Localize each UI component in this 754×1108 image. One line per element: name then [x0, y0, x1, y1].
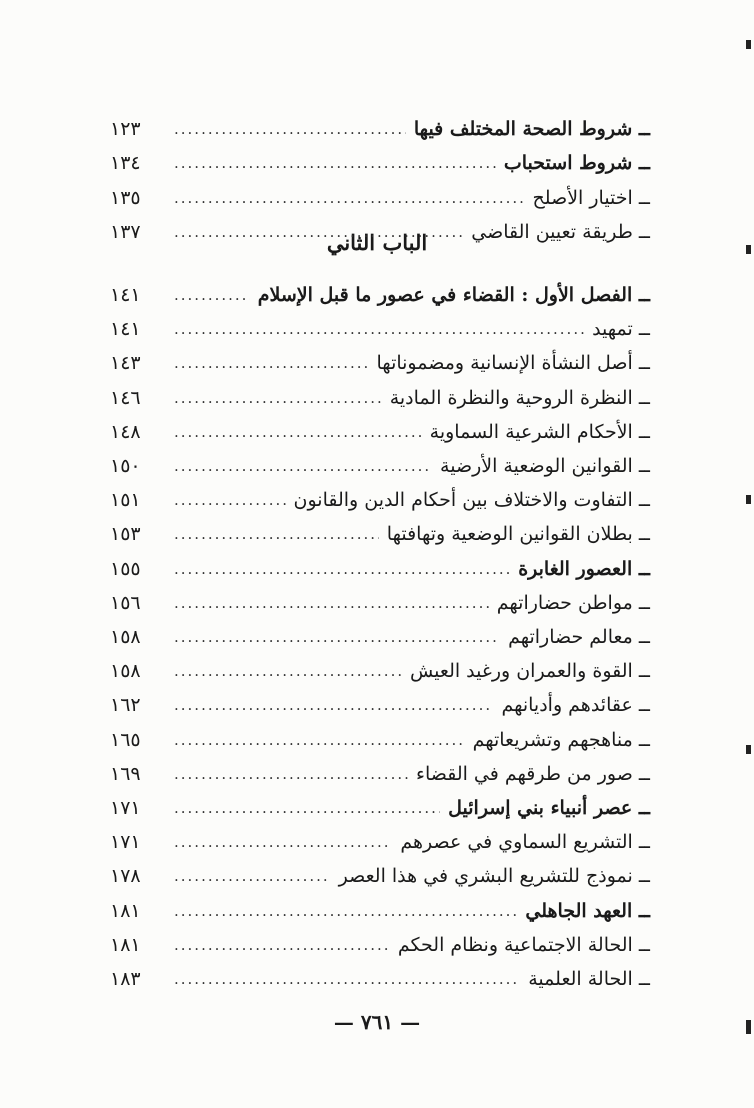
dot-leader — [174, 799, 440, 817]
dot-leader — [174, 731, 465, 749]
toc-entry-title: ــ معالم حضاراتهم — [508, 626, 650, 648]
toc-entry-page: ١٣٧ — [110, 220, 141, 243]
toc-entry-title: ــ الحالة العلمية — [528, 968, 650, 990]
toc-entry-title: ــ القوة والعمران ورغيد العيش — [409, 660, 650, 683]
toc-entry — [110, 451, 650, 481]
toc-entry — [110, 519, 650, 549]
toc-entry — [110, 485, 650, 515]
toc-entry-title: ــ صور من طرقهم في القضاء — [416, 762, 650, 785]
dot-leader — [174, 594, 489, 612]
toc-entry — [110, 964, 650, 994]
toc-entry-title: ــ اختيار الأصلح — [532, 186, 650, 209]
dot-leader — [174, 560, 510, 578]
toc-entry-page: ١٤٨ — [110, 420, 141, 443]
scan-edge-mark — [746, 40, 751, 49]
dot-leader — [174, 223, 463, 241]
toc-entry-page: ١٣٥ — [110, 186, 141, 209]
dot-leader — [174, 491, 286, 509]
toc-entry-title: ــ الفصل الأول : القضاء في عصور ما قبل الإسلام — [257, 284, 650, 306]
toc-entry — [110, 148, 650, 178]
toc-entry-page: ١٥١ — [110, 489, 141, 512]
toc-entry-page: ١٤٣ — [110, 352, 141, 375]
toc-entry-title: ــ التفاوت والاختلاف بين أحكام الدين والقانون — [293, 489, 650, 512]
dot-leader — [174, 154, 496, 172]
toc-entry-title: ــ مواطن حضاراتهم — [496, 591, 650, 614]
dot-leader — [174, 354, 369, 372]
toc-entry-title: ــ شروط استحباب — [503, 152, 650, 175]
dot-leader — [174, 423, 422, 441]
toc-entry — [110, 896, 650, 926]
toc-entry — [110, 383, 650, 413]
toc-entry-page: ١٤٦ — [110, 386, 141, 409]
toc-entry — [110, 930, 650, 960]
toc-entry-page: ١٧١ — [110, 797, 141, 819]
toc-entry-title: ــ النظرة الروحية والنظرة المادية — [389, 386, 650, 409]
toc-entry — [110, 314, 650, 344]
toc-entry-page: ١٦٩ — [110, 762, 141, 785]
toc-entry-page: ١٤١ — [110, 318, 141, 341]
toc-entry — [110, 759, 650, 789]
toc-entry-page: ١٨١ — [110, 933, 141, 956]
dot-leader — [174, 833, 392, 851]
toc-entry-title: ــ طريقة تعيين القاضي — [471, 220, 650, 243]
toc-entry-title: ــ التشريع السماوي في عصرهم — [400, 831, 650, 854]
dot-leader — [174, 662, 402, 680]
toc-entry — [110, 114, 650, 144]
dot-leader — [174, 389, 382, 407]
toc-entry-title: ــ القوانين الوضعية الأرضية — [440, 455, 650, 477]
toc-entry-title: ــ عقائدهم وأديانهم — [501, 694, 650, 717]
dot-leader — [174, 970, 520, 988]
toc-entry-title: ــ مناهجهم وتشريعاتهم — [472, 728, 650, 751]
toc-entry-page: ١٦٢ — [110, 694, 141, 717]
toc-entry-page: ١٥٦ — [110, 591, 141, 614]
toc-entry-title: ــ شروط الصحة المختلف فيها — [413, 118, 650, 140]
toc-entry-page: ١٧١ — [110, 831, 141, 854]
toc-entry — [110, 217, 650, 247]
scan-edge-mark — [746, 495, 751, 504]
toc-entry-title: ــ بطلان القوانين الوضعية وتهافتها — [386, 523, 650, 546]
toc-entry-page: ١٦٥ — [110, 728, 141, 751]
toc-entry-page: ١٥٣ — [110, 523, 141, 546]
dot-leader — [174, 120, 406, 138]
dot-leader — [174, 902, 517, 920]
scan-edge-mark — [746, 245, 751, 254]
dot-leader — [174, 628, 500, 646]
toc-entry — [110, 554, 650, 584]
toc-entry-title: ــ العصور الغابرة — [518, 557, 650, 580]
toc-entry — [110, 622, 650, 652]
dot-leader — [174, 867, 331, 885]
toc-entry — [110, 588, 650, 618]
dot-leader — [174, 189, 525, 207]
scan-edge-mark — [746, 1020, 751, 1034]
section-heading: الباب الثاني — [326, 230, 428, 255]
toc-entry — [110, 861, 650, 891]
toc-entry-title: ــ الحالة الاجتماعية ونظام الحكم — [397, 933, 650, 956]
toc-entry — [110, 183, 650, 213]
toc-entry-title: ــ العهد الجاهلي — [525, 899, 650, 922]
toc-entry — [110, 827, 650, 857]
toc-entry-page: ١٤١ — [110, 284, 141, 306]
toc-entry — [110, 417, 650, 447]
toc-entry-title: ــ الأحكام الشرعية السماوية — [429, 420, 650, 443]
dot-leader — [174, 936, 390, 954]
toc-entry — [110, 656, 650, 686]
toc-entry-page: ١٣٤ — [110, 152, 141, 175]
toc-entry — [110, 725, 650, 755]
toc-entry-title: ــ نموذج للتشريع البشري في هذا العصر — [338, 865, 650, 888]
toc-entry-page: ١٥٨ — [110, 660, 141, 683]
toc-entry-title: ــ عصر أنبياء بني إسرائيل — [448, 797, 650, 819]
toc-entry — [110, 280, 650, 310]
dot-leader — [174, 525, 379, 543]
toc-entry-page: ١٢٣ — [110, 118, 141, 140]
toc-entry — [110, 348, 650, 378]
toc-entry-page: ١٥٠ — [110, 455, 141, 477]
toc-entry-page: ١٨١ — [110, 899, 141, 922]
scan-edge-mark — [746, 745, 751, 754]
toc-entry — [110, 793, 650, 823]
toc-entry-page: ١٧٨ — [110, 865, 141, 888]
toc-entry-title: ــ تمهيد — [592, 318, 650, 341]
dot-leader — [174, 765, 408, 783]
toc-entry-page: ١٥٨ — [110, 626, 141, 648]
page-number: — ٧٦١ — — [333, 1010, 421, 1034]
dot-leader — [174, 286, 250, 304]
toc-entry-title: ــ أصل النشأة الإنسانية ومضموناتها — [376, 352, 650, 375]
dot-leader — [174, 696, 493, 714]
toc-entry-page: ١٨٣ — [110, 968, 141, 990]
dot-leader — [174, 457, 432, 475]
toc-entry-page: ١٥٥ — [110, 557, 141, 580]
toc-entry — [110, 690, 650, 720]
dot-leader — [174, 320, 584, 338]
